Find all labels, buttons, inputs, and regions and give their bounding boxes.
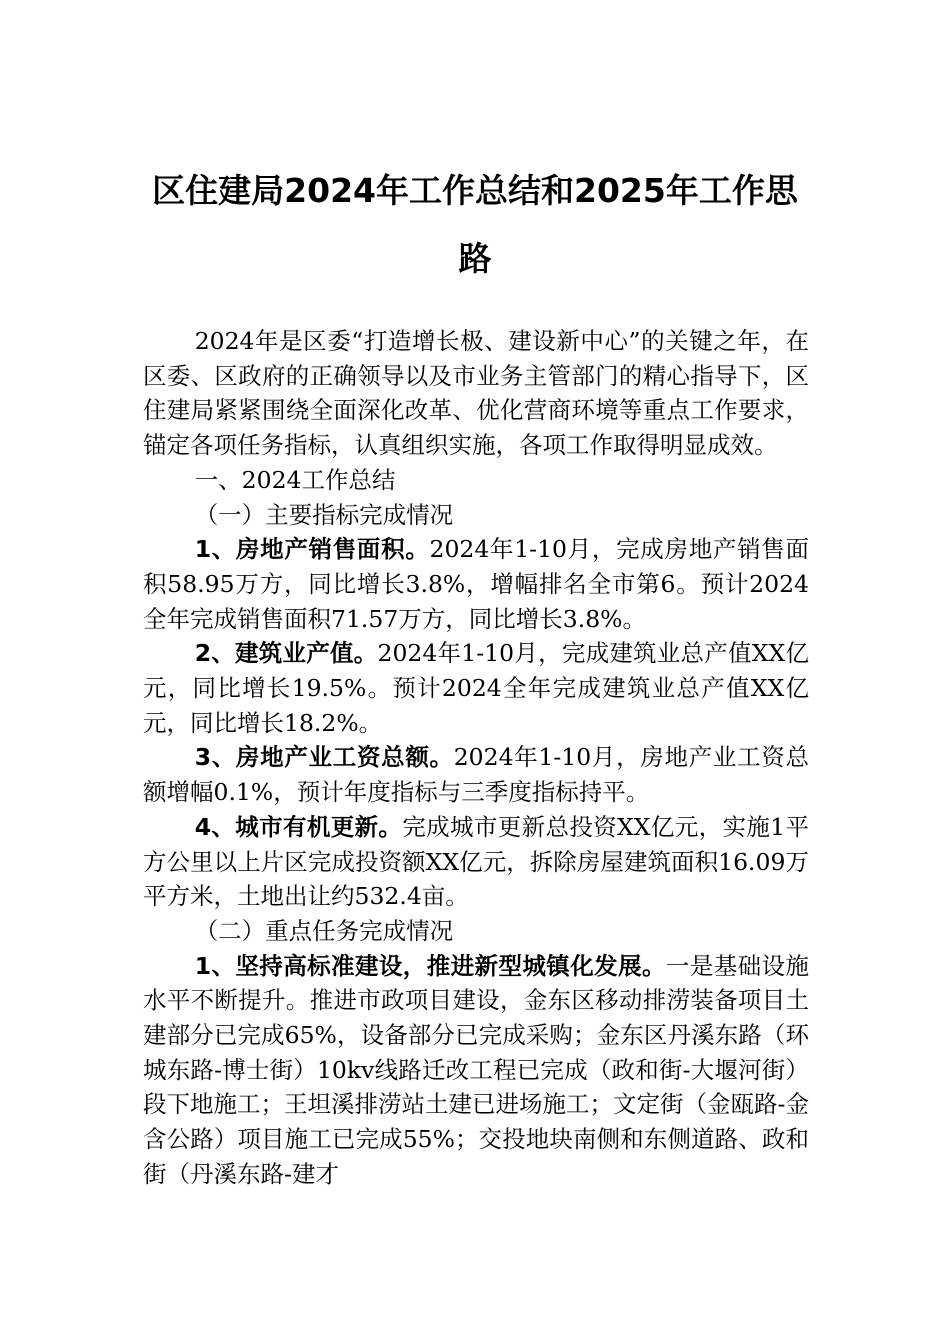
indicator-item-sales-area [143,532,809,636]
subsection-heading-key-tasks: （二）重点任务完成情况 [194,916,454,945]
intro-paragraph: 2024年是区委“打造增长极、建设新中心”的关键之年，在区委、区政府的正确领导以及市业务主管部门的精心指导下，区住建局紧紧围绕全面深化改革、优化营商环境等重点工作要求，锚定各项任务指标，认真组织实施，各项工作取得明显成效。 [143,327,809,460]
subsection-heading-indicators: （一）主要指标完成情况 [194,500,454,529]
task-item-heading: 1、坚持高标准建设，推进新型城镇化发展。 [194,951,666,980]
document-body [143,324,809,1192]
indicator-item-construction-output [143,636,809,740]
indicator-item-text: 2024年1-10月，完成房地产销售面积58.95万方，同比增长3.8%，增幅排名全市第6。预计2024全年完成销售面积71.57万方，同比增长3.8%。 [143,535,809,633]
indicator-item-heading: 1、房地产销售面积。 [194,535,430,564]
indicator-item-text: 2024年1-10月，完成建筑业总产值XX亿元，同比增长19.5%。预计2024全年完成建筑业总产值XX亿元，同比增长18.2%。 [143,639,809,737]
document-title-line2: 路 [458,239,492,278]
task-item-text: 一是基础设施水平不断提升。推进市政项目建设，金东区移动排涝装备项目土建部分已完成65%，设备部分已完成采购；金东区丹溪东路（环城东路-博士街）10kv线路迁改工程已完成（政和街-大堰河街）段下地施工；王坦溪排涝站土建已进场施工；文定街（金瓯路-金含公路）项目施工已完成55%；交投地块南侧和东侧道路、政和街（丹溪东路-建才 [143,951,809,1188]
document-title-line1: 区住建局2024年工作总结和2025年工作思 [152,171,798,210]
indicator-item-heading: 3、房地产业工资总额。 [194,743,454,772]
indicator-item-wages [143,740,809,809]
section-heading-summary: 一、2024工作总结 [194,465,396,494]
indicator-item-text: 完成城市更新总投资XX亿元，实施1平方公里以上片区完成投资额XX亿元，拆除房屋建筑面积16.09万平方米，土地出让约532.4亩。 [143,812,809,911]
indicator-item-urban-renewal [143,810,809,914]
task-item-urbanization [143,949,809,1192]
indicator-item-heading: 4、城市有机更新。 [194,812,403,841]
indicator-item-heading: 2、建筑业产值。 [194,639,378,668]
indicator-item-text: 2024年1-10月，房地产业工资总额增幅0.1%，预计年度指标与三季度指标持平。 [143,743,809,807]
